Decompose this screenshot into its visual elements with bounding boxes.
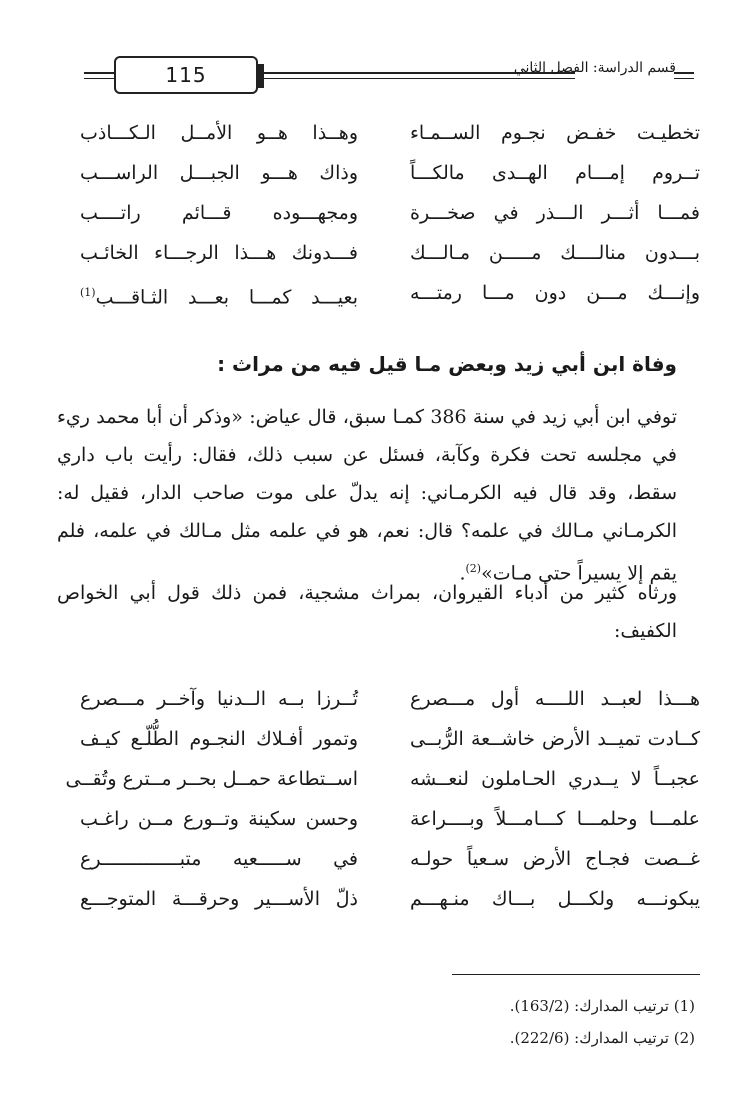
section-heading: وفاة ابن أبي زيد وبعض مـا قيل فيه من مراث : bbox=[217, 352, 677, 376]
footnote-item bbox=[395, 990, 695, 1022]
verse-second-hemistich: ومجهـــوده قـــائم راتــــب bbox=[80, 202, 358, 224]
verse-first-hemistich: تخطيـت خفـض نجـوم الســمـاء bbox=[410, 122, 700, 144]
footnotes bbox=[395, 990, 695, 1054]
paragraph-text: توفي ابن أبي زيد في سنة 386 كمـا سبق، قال عياض: «وذكر أن أبا محمد ريء في مجلسه تحت فكرة وكآبة، فسئل عن سبب ذلك، فقال: رأيت باب داري سقط، وقد قال فيه الكرمـاني: إنه يدلّ على موت صاحب الدار، فقيل له: الكرمـاني مـالك في علمه؟ قال: نعم، هو في علمه مثل مـالك في علمه، فلم يقم إلا يسيراً حتى مـات»$^{(2)}$. bbox=[57, 406, 678, 585]
verse-second-hemistich: وحسن سكينة وتــورع مــن راغـب bbox=[80, 808, 358, 830]
footnote-ref: (2) bbox=[465, 562, 482, 575]
verse-row bbox=[80, 724, 700, 764]
paragraph-text: ورثاه كثير من أدباء القيروان، بمراث مشجية، فمن ذلك قول أبي الخواص الكفيف: bbox=[57, 582, 677, 642]
footnote-item bbox=[395, 1022, 695, 1054]
poem-block-2 bbox=[65, 684, 700, 924]
verse-row bbox=[80, 804, 700, 844]
verse-row bbox=[80, 844, 700, 884]
verse-first-hemistich: فمـــا أثـــر الـــذر في صخـــرة bbox=[410, 202, 700, 224]
paragraph-1 bbox=[57, 398, 677, 592]
verse-row bbox=[80, 198, 700, 238]
verse-second-hemistich: تُــرزا بــه الــدنيا وآخــر مـــصرع bbox=[80, 688, 358, 710]
verse-text: بعيـــد كمـــا بعـــد الثـاقـــب bbox=[95, 286, 358, 309]
verse-second-hemistich bbox=[80, 278, 358, 312]
verse-second-hemistich: وتمور أفـلاك النجـوم الطُّلّـع كيـف bbox=[80, 728, 358, 750]
verse-row bbox=[80, 884, 700, 924]
verse-row bbox=[80, 118, 700, 158]
verse-row bbox=[80, 684, 700, 724]
poem-block-1 bbox=[80, 118, 700, 318]
verse-row bbox=[65, 764, 700, 804]
footnote-number: (2) bbox=[673, 1029, 695, 1047]
page-number: 115 bbox=[114, 56, 258, 94]
verse-row bbox=[80, 158, 700, 198]
verse-second-hemistich: وهــذا هــو الأمــل الـكـــاذب bbox=[80, 122, 358, 144]
verse-first-hemistich: غــصت فجـاج الأرض سـعياً حولـه bbox=[410, 848, 700, 870]
verse-first-hemistich: تــروم إمـــام الهــدى مالكـــاً bbox=[410, 162, 700, 184]
header-rule bbox=[674, 72, 694, 79]
header-rule bbox=[84, 72, 114, 79]
verse-first-hemistich: كــادت تميــد الأرض خاشــعة الرُّبــى bbox=[410, 728, 700, 750]
verse-first-hemistich: علمـــا وحلمـــا كـــامـــلاً وبــــراعة bbox=[410, 808, 700, 830]
footnote-separator bbox=[452, 974, 700, 975]
footnote-text: ترتيب المدارك: (163/2). bbox=[509, 997, 669, 1015]
verse-second-hemistich: فـــدونك هـــذا الرجـــاء الخائـب bbox=[80, 242, 358, 264]
running-title: قسم الدراسة: الفصل الثاني bbox=[513, 60, 676, 76]
verse-first-hemistich: عجبــاً لا يــدري الحـاملون لنعــشه bbox=[410, 768, 700, 790]
verse-first-hemistich: بـــدون منالــــك مـــــن مـالـــك bbox=[410, 242, 700, 264]
verse-first-hemistich: وإنـــك مـــن دون مـــا رمتـــه bbox=[410, 282, 700, 304]
verse-second-hemistich: ذلّ الأســـير وحرقـــة المتوجـــع bbox=[80, 888, 358, 910]
footnote-number: (1) bbox=[673, 997, 695, 1015]
paragraph-2 bbox=[57, 574, 677, 650]
verse-second-hemistich: اســتطاعة حمــل بحــر مــترع وتُقــى bbox=[65, 768, 358, 790]
page-header bbox=[84, 52, 694, 96]
verse-row bbox=[80, 278, 700, 318]
footnote-text: ترتيب المدارك: (222/6). bbox=[509, 1029, 669, 1047]
verse-second-hemistich: في ســـــعيه متبــــــــــــــرع bbox=[80, 848, 358, 870]
verse-first-hemistich: هـــذا لعبــد اللــــه أول مـــصرع bbox=[410, 688, 700, 710]
verse-first-hemistich: يبكونـــه ولكـــل بـــاك منـهـــم bbox=[410, 888, 700, 910]
verse-second-hemistich: وذاك هـــو الجبـــل الراســـب bbox=[80, 162, 358, 184]
verse-row bbox=[80, 238, 700, 278]
footnote-ref: (1) bbox=[80, 286, 96, 299]
paragraph-body: توفي ابن أبي زيد في سنة 386 كمـا سبق، قال عياض: «وذكر أن أبا محمد ريء في مجلسه تحت فكرة وكآبة، فسئل عن سبب ذلك، فقال: رأيت باب داري سقط، وقد قال فيه الكرمـاني: إنه يدلّ على موت صاحب الدار، فقيل له: الكرمـاني مـالك في علمه؟ قال: نعم، هو في علمه مثل مـالك في علمه، فلم يقم إلا يسيراً حتى مـات» bbox=[57, 406, 678, 585]
